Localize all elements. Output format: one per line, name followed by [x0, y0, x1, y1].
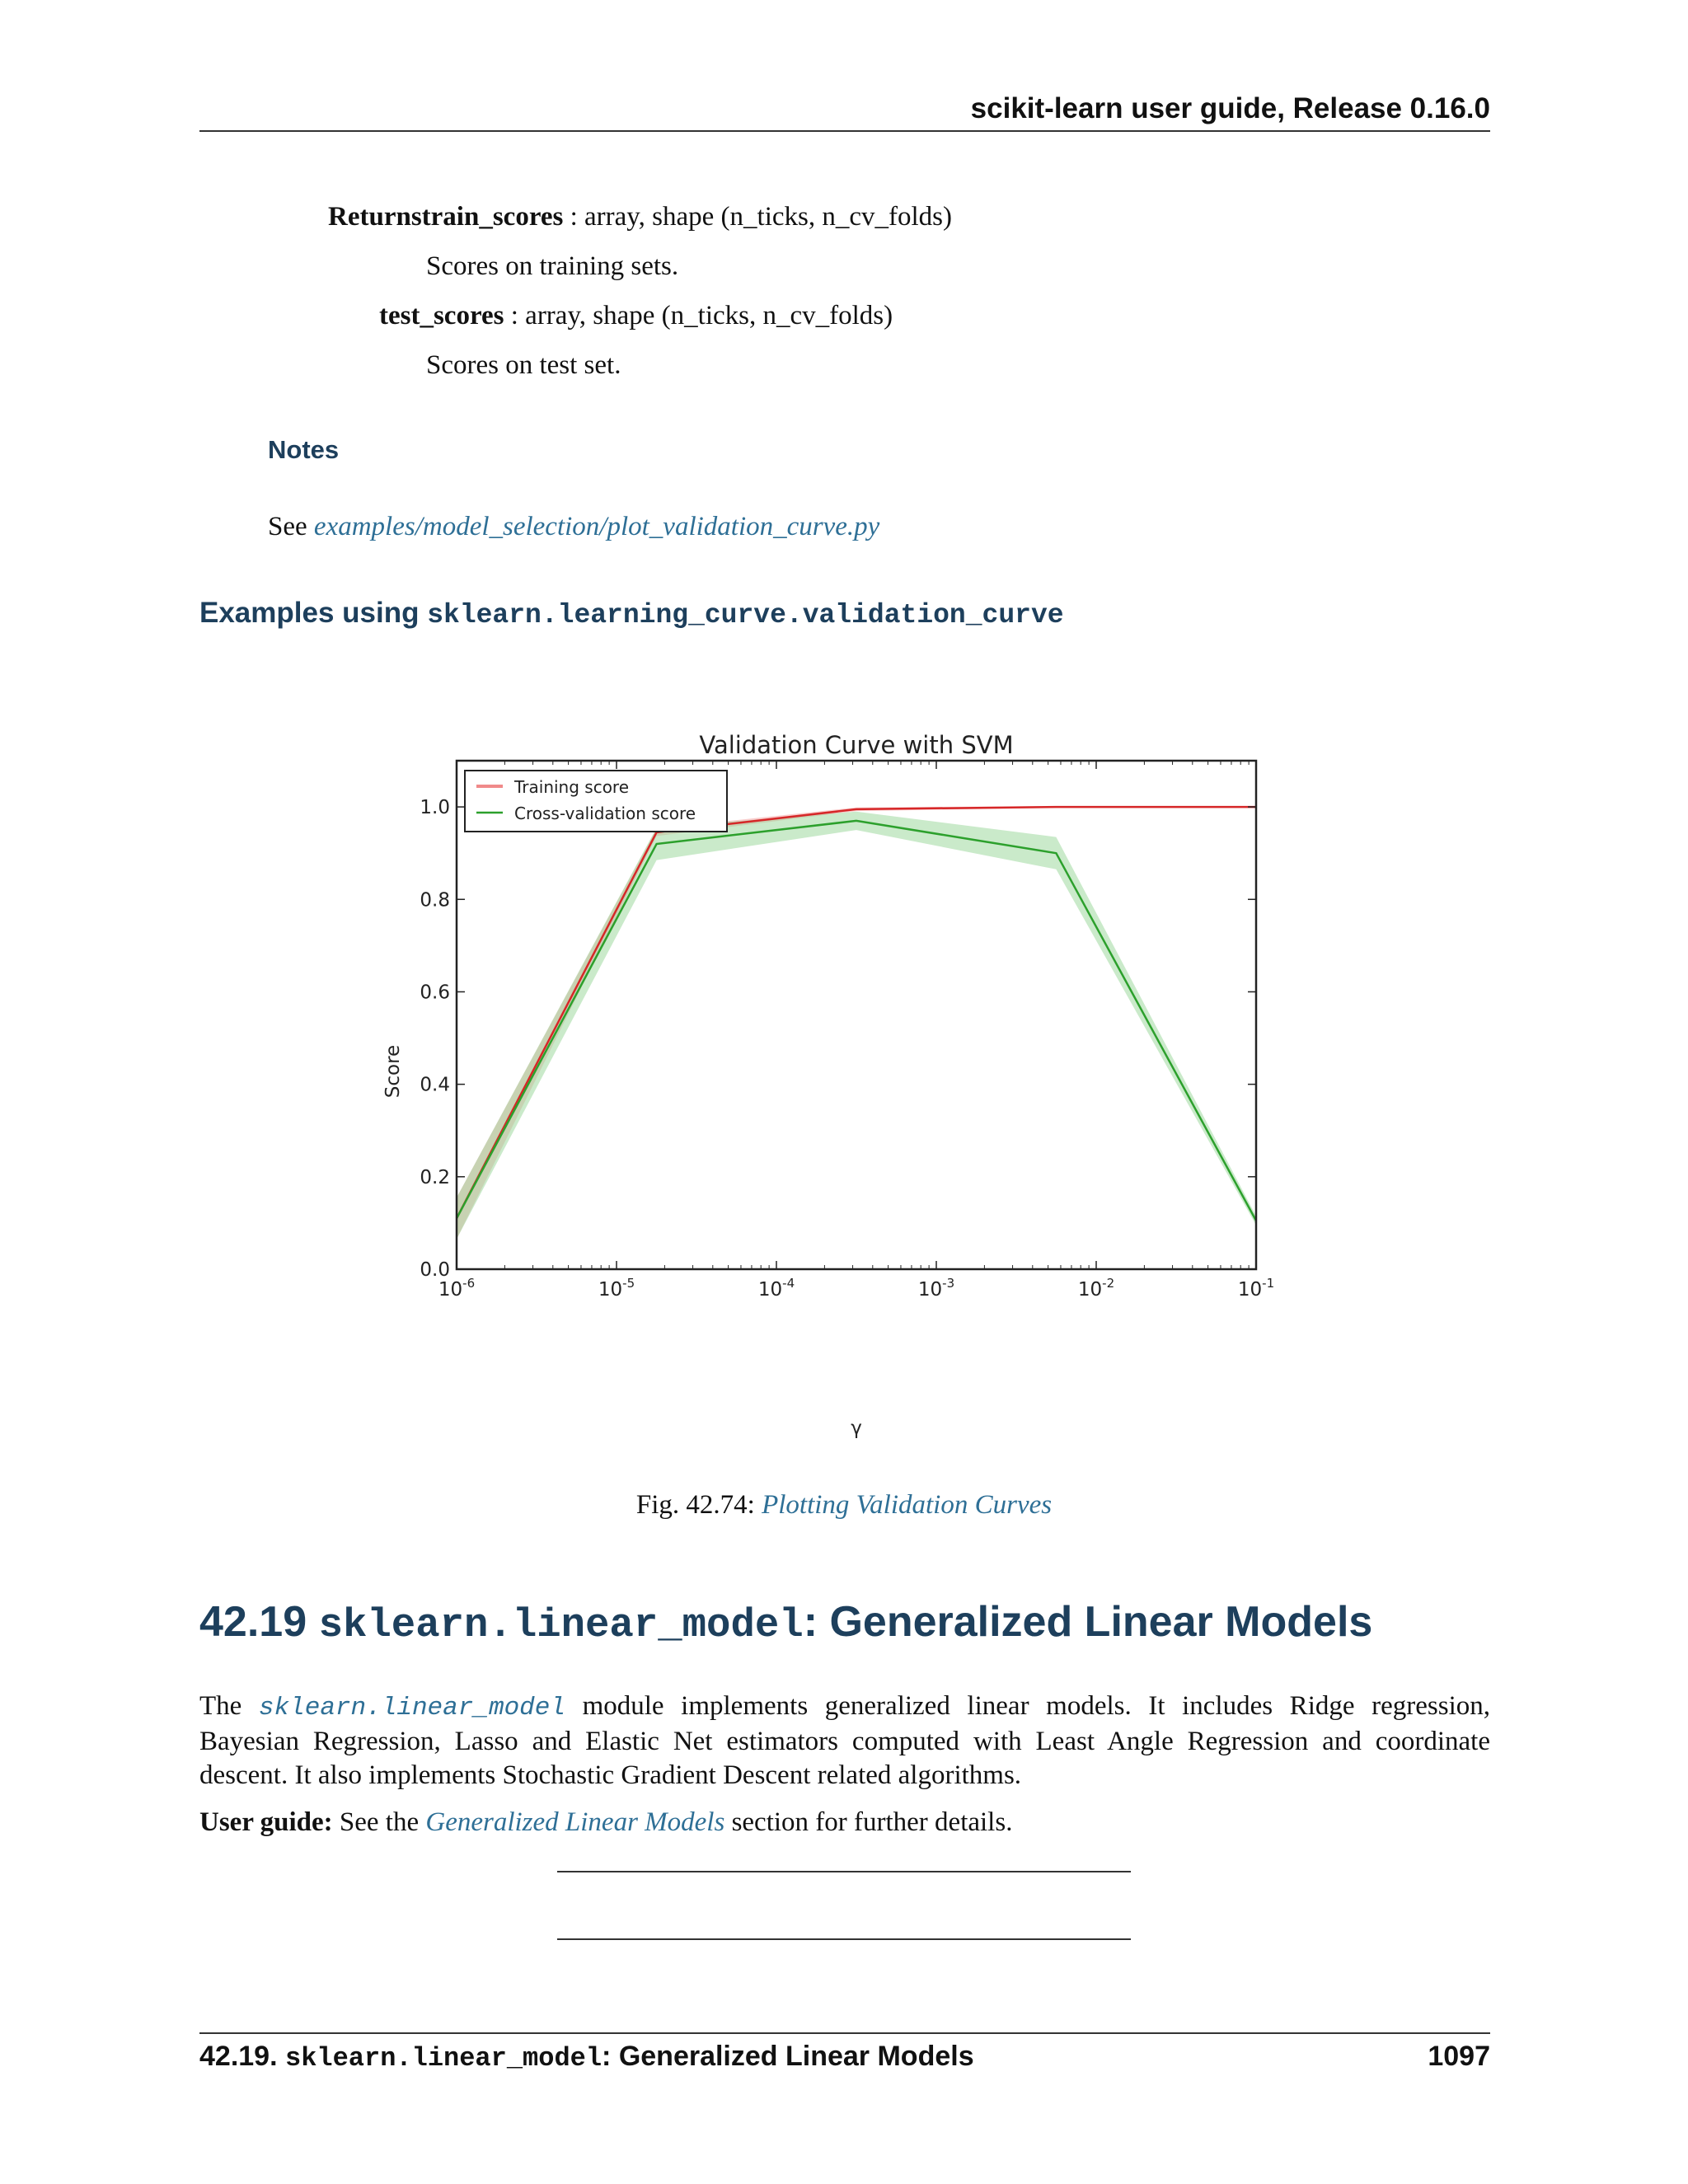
training-score-line — [457, 807, 1256, 1218]
train-scores-desc: Scores on training sets. — [426, 251, 679, 281]
y-axis-label: Score — [382, 1044, 404, 1099]
plot-frame — [457, 761, 1256, 1269]
chart-title: Validation Curve with SVM — [699, 731, 1014, 759]
chart-legend — [465, 771, 727, 832]
x-tick-label: $10^{-3}$ — [917, 1276, 955, 1301]
notes-see-text: See — [268, 512, 314, 541]
footer-number: 42.19. — [199, 2041, 285, 2072]
section-title: : Generalized Linear Models — [803, 1598, 1373, 1646]
legend-label-training: Training score — [514, 777, 630, 797]
y-tick-label: 0.0 — [420, 1259, 450, 1281]
x-tick-label: $10^{-6}$ — [438, 1276, 476, 1301]
cv-score-line — [457, 821, 1256, 1221]
figure-caption — [0, 1490, 1688, 1521]
x-tick-label: $10^{-2}$ — [1077, 1276, 1115, 1301]
returns-test-line — [379, 300, 893, 333]
test-scores-desc: Scores on test set. — [426, 350, 621, 380]
divider-1 — [557, 1871, 1131, 1872]
cv-score-band — [457, 812, 1256, 1240]
section-code: sklearn.linear_model — [318, 1602, 804, 1648]
test-scores-name: test_scores — [379, 301, 504, 330]
notes-see-line — [268, 511, 879, 544]
figure-caption-label: Fig. 42.74: — [635, 1490, 762, 1520]
notes-heading: Notes — [268, 435, 340, 464]
para-text: module implements generalized linear models. It includes Ridge regression, Bayesian Regression, Lasso and Elastic Net estimators computed with Least Angle Regression and coordinate descent. It also implements Stochastic Gradient Descent related algorithms. — [199, 1691, 1490, 1790]
section-paragraph — [199, 1690, 1490, 1793]
x-axis-label: γ — [851, 1418, 862, 1439]
returns-label: Returns — [328, 202, 422, 232]
footer-code: sklearn.linear_model — [284, 2043, 603, 2074]
y-tick-label: 0.2 — [420, 1166, 450, 1188]
footer-rule — [199, 2032, 1490, 2034]
section-number: 42.19 — [199, 1598, 319, 1646]
running-header: scikit-learn user guide, Release 0.16.0 — [970, 92, 1490, 124]
user-guide-pre: See the — [332, 1807, 426, 1837]
plotting-validation-curves-link[interactable]: Plotting Validation Curves — [762, 1490, 1053, 1520]
para-the: The — [199, 1691, 259, 1721]
section-heading — [199, 1597, 1372, 1648]
x-tick-label: $10^{-5}$ — [598, 1276, 635, 1301]
user-guide-line — [199, 1807, 1012, 1840]
footer-title-text: : Generalized Linear Models — [602, 2041, 974, 2072]
generalized-linear-models-link[interactable]: Generalized Linear Models — [425, 1807, 725, 1837]
user-guide-post: section for further details. — [724, 1807, 1013, 1837]
examples-heading-prefix: Examples using — [199, 597, 428, 629]
test-scores-type: : array, shape (n_ticks, n_cv_folds) — [504, 301, 893, 330]
header-rule — [199, 130, 1490, 132]
train-scores-type: : array, shape (n_ticks, n_cv_folds) — [563, 202, 952, 232]
returns-train-line — [328, 201, 952, 234]
linear-model-link[interactable]: sklearn.linear_model — [258, 1694, 565, 1722]
y-tick-label: 0.4 — [420, 1074, 450, 1096]
y-tick-label: 0.8 — [420, 889, 450, 912]
validation-curve-chart — [363, 717, 1319, 1451]
divider-2 — [557, 1938, 1131, 1940]
y-tick-label: 0.6 — [420, 982, 450, 1004]
examples-heading-code: sklearn.learning_curve.validation_curve — [427, 600, 1064, 630]
x-tick-label: $10^{-4}$ — [757, 1276, 795, 1301]
legend-label-cv: Cross-validation score — [514, 804, 696, 823]
plot-validation-curve-link[interactable]: examples/model_selection/plot_validation_curve.py — [313, 512, 880, 541]
page-number: 1097 — [1428, 2041, 1490, 2072]
examples-heading — [199, 597, 1064, 630]
train-scores-name: train_scores — [421, 202, 564, 232]
x-tick-label: $10^{-1}$ — [1237, 1276, 1275, 1301]
training-score-band — [457, 806, 1256, 1240]
y-tick-label: 1.0 — [420, 797, 450, 819]
user-guide-label: User guide: — [199, 1807, 333, 1837]
footer-title — [199, 2041, 974, 2074]
